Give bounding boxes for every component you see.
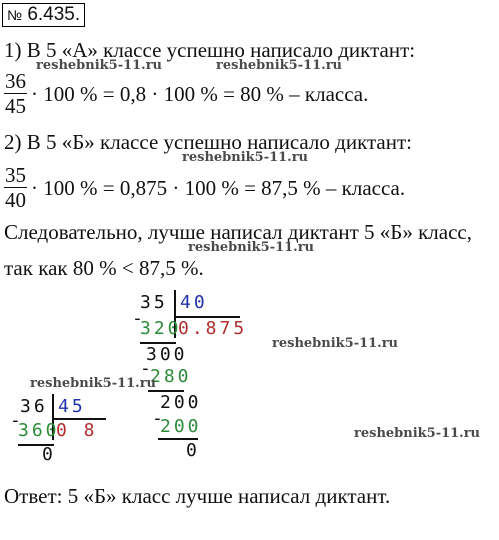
fraction-denominator: 40 [5, 188, 26, 212]
conclusion-line-1: Следовательно, лучше написал диктант 5 «Б» класс, [4, 220, 472, 244]
remainder: 0 [42, 444, 56, 465]
subtrahend: 320 [140, 318, 182, 339]
remainder: 300 [146, 344, 188, 365]
fraction-35-40 [4, 164, 27, 211]
fraction-36-45 [4, 70, 27, 117]
watermark: reshebnik5-11.ru [36, 58, 163, 73]
remainder: 200 [160, 392, 202, 413]
quotient: 0.875 [178, 318, 248, 339]
watermark: reshebnik5-11.ru [30, 376, 157, 391]
minus-sign: - [152, 408, 166, 429]
minus-sign: - [140, 358, 154, 379]
watermark: reshebnik5-11.ru [272, 336, 399, 351]
minus-sign: - [132, 308, 146, 329]
subtrahend: 280 [150, 366, 192, 387]
subtrahend: 200 [160, 416, 202, 437]
remainder: 0 [186, 440, 200, 461]
quotient: 0 8 [56, 420, 98, 441]
divisor: 45 [58, 396, 86, 417]
task-number: 6.435. [27, 4, 81, 25]
minus-sign: - [10, 410, 24, 431]
step2-heading: 2) В 5 «Б» классе успешно написало диктант: [4, 130, 412, 154]
dividend: 36 [20, 396, 48, 417]
fraction-numerator: 36 [5, 69, 26, 93]
watermark: reshebnik5-11.ru [182, 150, 309, 165]
step1-formula [4, 70, 368, 117]
divisor: 40 [180, 292, 208, 313]
answer: Ответ: 5 «Б» класс лучше написал диктант. [4, 484, 391, 508]
task-number-badge [2, 3, 85, 27]
watermark: reshebnik5-11.ru [216, 58, 343, 73]
watermark: reshebnik5-11.ru [188, 240, 315, 255]
fraction-denominator: 45 [5, 94, 26, 118]
step2-formula [4, 164, 405, 211]
fraction-numerator: 35 [5, 163, 26, 187]
number-sign: № [7, 7, 23, 23]
step2-expression: · 100 % = 0,875 · 100 % = 87,5 % – класса. [31, 175, 406, 200]
watermark: reshebnik5-11.ru [354, 426, 481, 441]
subtrahend: 360 [18, 420, 60, 441]
conclusion-line-2: так как 80 % < 87,5 %. [4, 256, 204, 280]
step1-expression: · 100 % = 0,8 · 100 % = 80 % – класса. [31, 81, 369, 106]
step1-heading: 1) В 5 «А» классе успешно написало диктант: [4, 38, 416, 62]
dividend: 35 [140, 292, 168, 313]
